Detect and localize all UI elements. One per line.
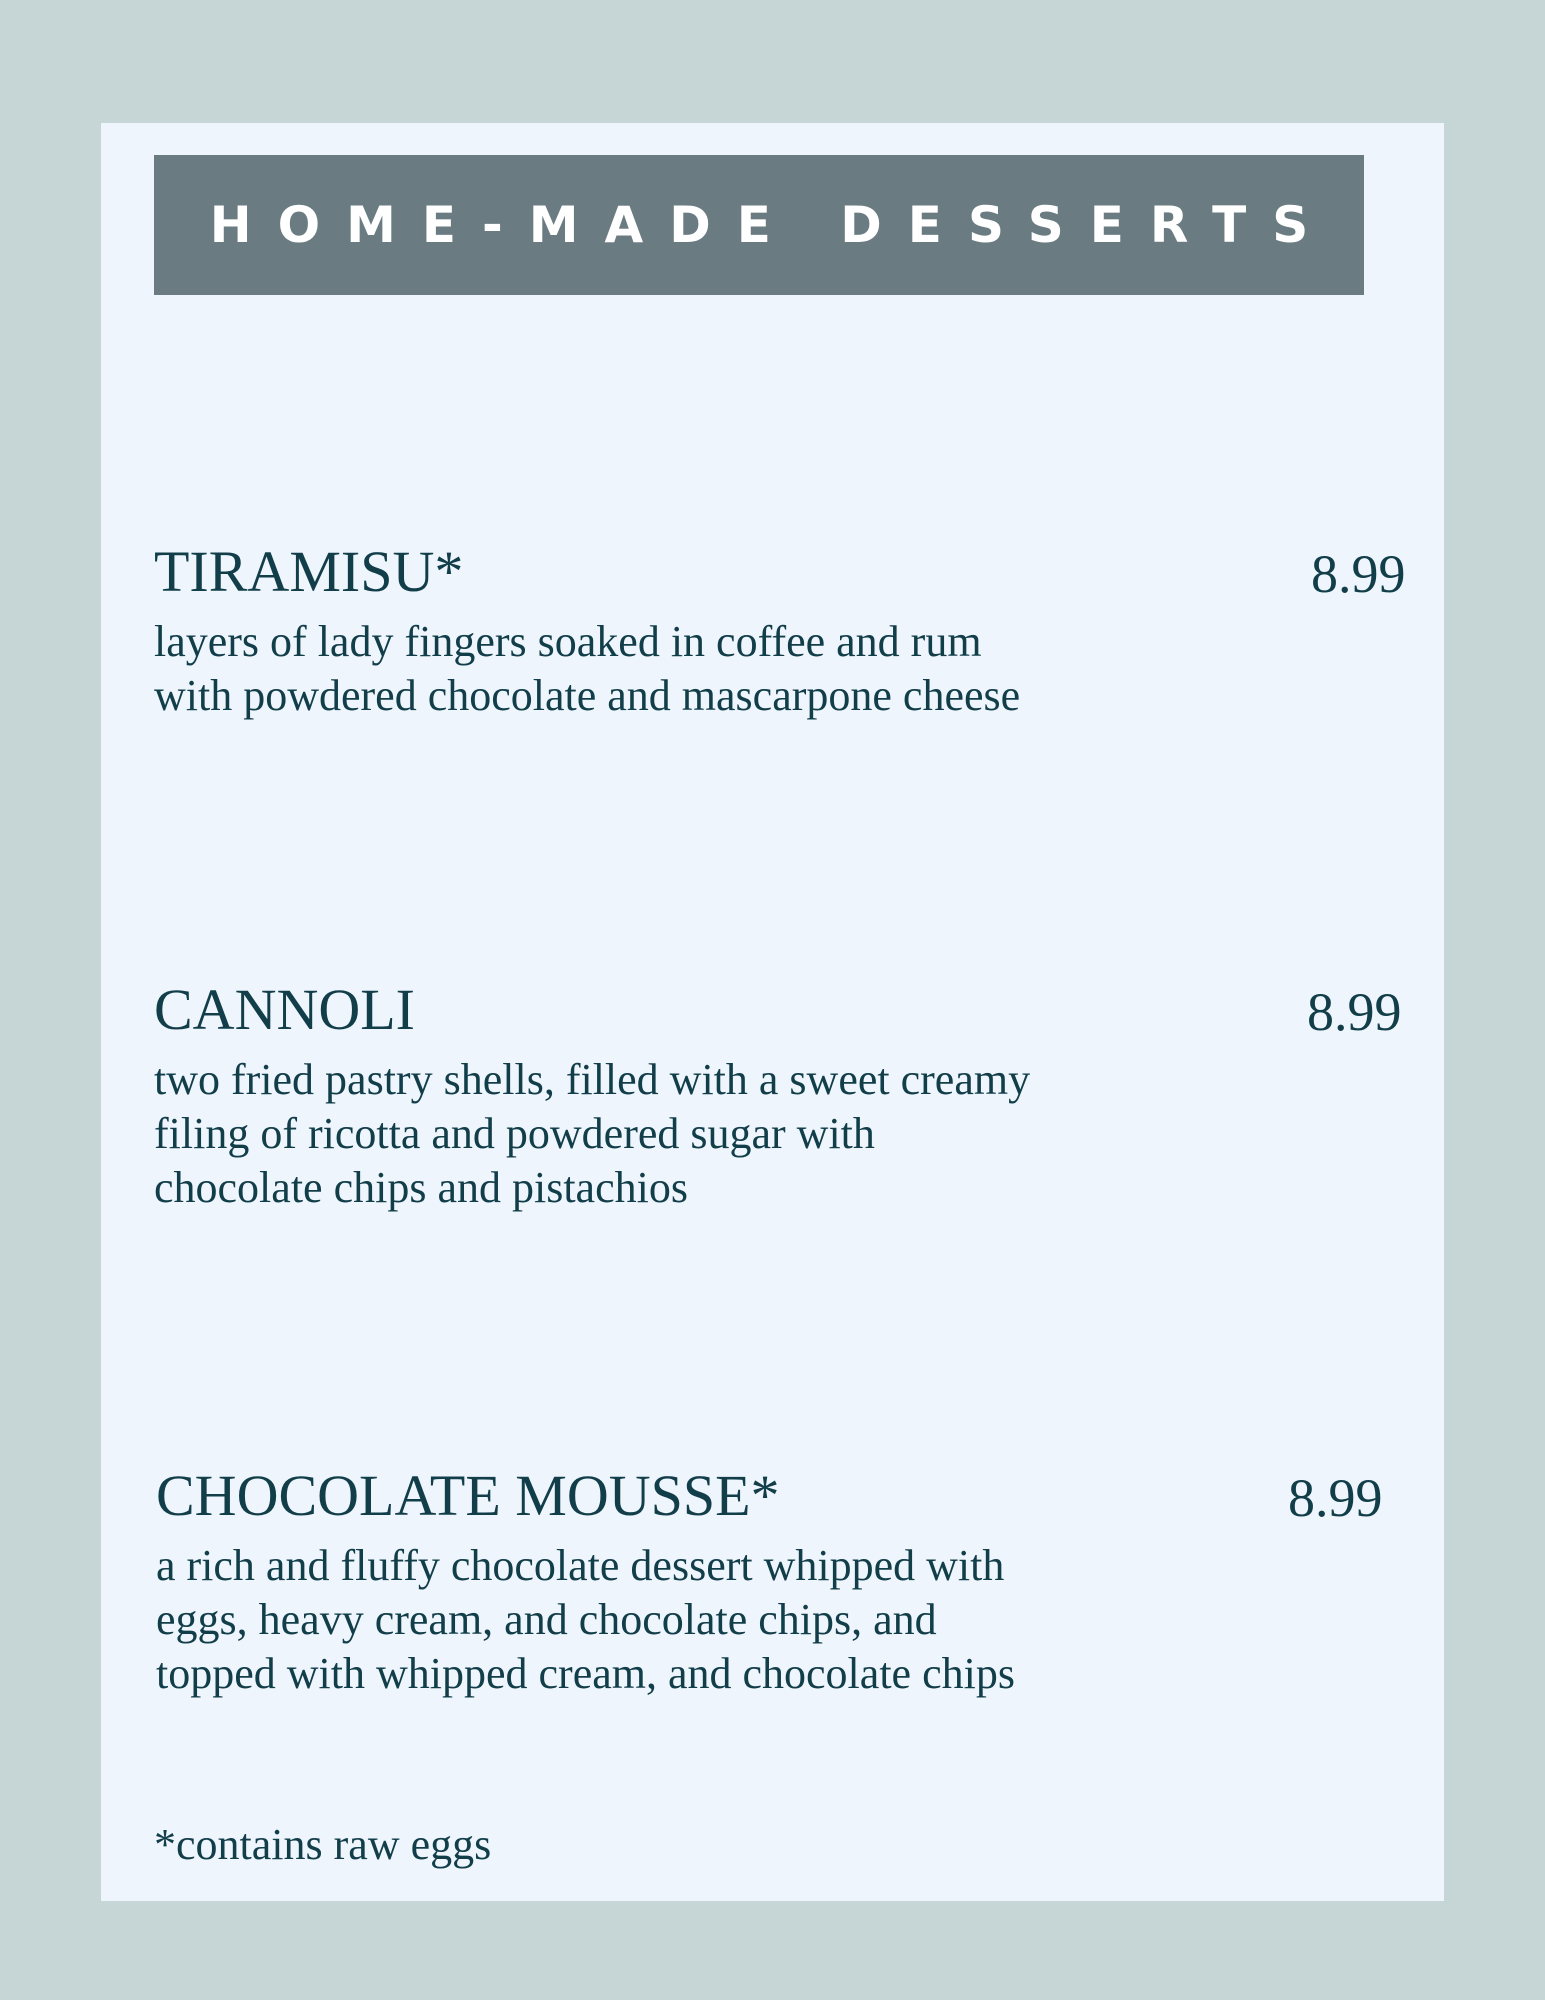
item-description-line: topped with whipped cream, and chocolate chips bbox=[156, 1649, 1015, 1698]
item-description-line: layers of lady fingers soaked in coffee and rum bbox=[154, 617, 982, 666]
item-description-line: filing of ricotta and powdered sugar with bbox=[154, 1109, 875, 1158]
footnote: *contains raw eggs bbox=[154, 1820, 492, 1869]
item-price: 8.99 bbox=[1307, 982, 1402, 1042]
item-description-line: eggs, heavy cream, and chocolate chips, and bbox=[156, 1595, 937, 1644]
item-name: CHOCOLATE MOUSSE* bbox=[156, 1463, 780, 1528]
item-name: TIRAMISU* bbox=[154, 539, 464, 604]
menu-title: HOME-MADE DESSERTS bbox=[209, 196, 1335, 254]
item-description bbox=[154, 1053, 1154, 1215]
item-name: CANNOLI bbox=[154, 977, 415, 1042]
item-description bbox=[156, 1539, 1156, 1701]
item-price: 8.99 bbox=[1311, 544, 1406, 604]
title-banner bbox=[154, 155, 1364, 295]
item-description-line: with powdered chocolate and mascarpone cheese bbox=[154, 671, 1021, 720]
item-description-line: a rich and fluffy chocolate dessert whipped with bbox=[156, 1541, 1005, 1590]
item-description bbox=[154, 615, 1154, 723]
item-description-line: two fried pastry shells, filled with a sweet creamy bbox=[154, 1055, 1031, 1104]
menu-card bbox=[101, 123, 1444, 1901]
item-price: 8.99 bbox=[1288, 1468, 1383, 1528]
item-description-line: chocolate chips and pistachios bbox=[154, 1163, 688, 1212]
